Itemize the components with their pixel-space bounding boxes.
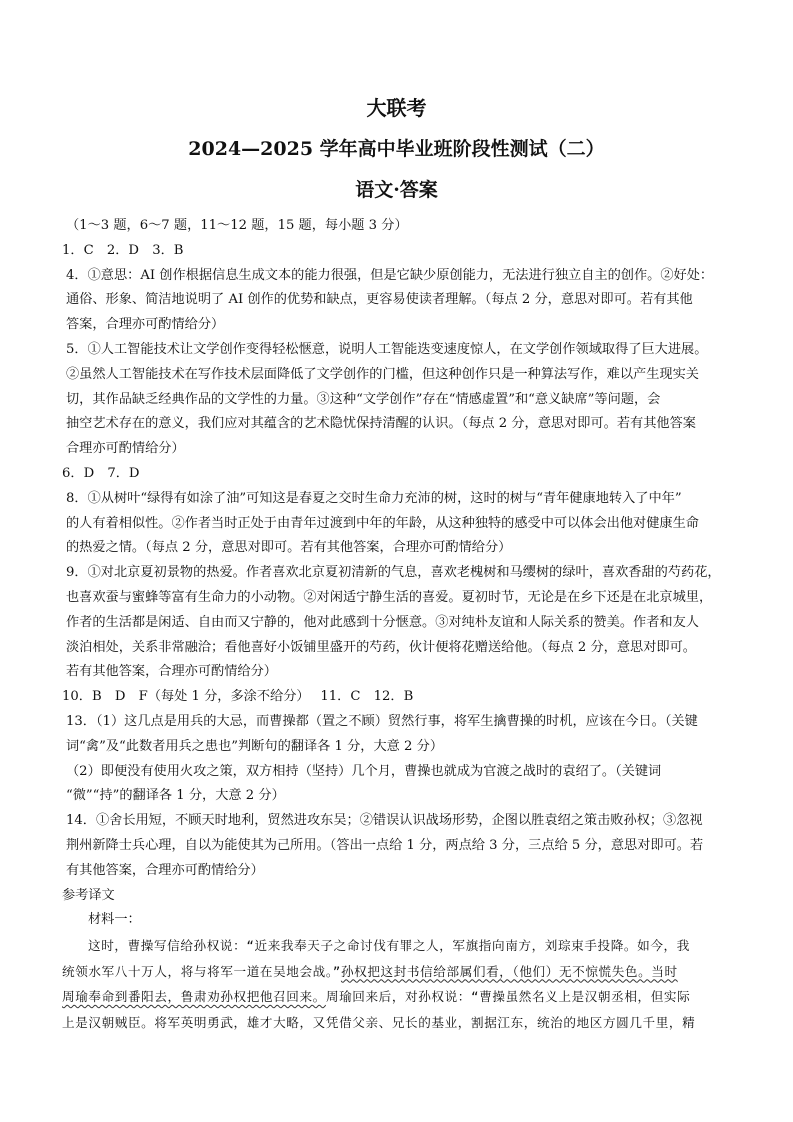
- translation-heading: 参考译文: [62, 887, 115, 903]
- answer-9-line5: 若有其他答案，合理亦可酌情给分）: [66, 664, 277, 680]
- answer-13-1-line2: 词“禽”及“此数者用兵之患也”判断句的翻译各 1 分，大意 2 分）: [66, 738, 444, 754]
- translation-line2-text: 统领水军八十万人，将与将军一道在吴地会战。”: [62, 963, 341, 979]
- answer-9-line2: 也喜欢蚕与蜜蜂等富有生命力的小动物。②对闲适宁静生活的喜爱。夏初时节，无论是在乡下还是在北京城里，: [66, 589, 713, 605]
- translation-line3-text: 周瑜回来后，对孙权说：“曹操虽然名义上是汉朝丞相，但实际: [325, 989, 691, 1005]
- translation-line1: 这时，曹操写信给孙权说：“近来我奉天子之命讨伐有罪之人，军旗指向南方，刘琮束手投降。如今，我: [88, 938, 690, 954]
- material-one-label: 材料一：: [88, 912, 141, 928]
- answer-13-2-line1: （2）即便没有使用火攻之策，双方相持（坚持）几个月，曹操也就成为官渡之战时的袁绍了。（关键词: [66, 763, 662, 779]
- exam-brand-title: 大联考: [366, 96, 427, 120]
- answer-4-line1: 4．①意思：AI 创作根据信息生成文本的能力很强，但是它缺少原创能力，无法进行独立自主的创作。②好处：: [66, 267, 714, 283]
- translation-passage: [62, 933, 740, 1035]
- answers-10-12: 10．B D F（每处 1 分，多涂不给分） 11．C 12．B: [62, 689, 414, 705]
- answer-14-line3: 有其他答案，合理亦可酌情给分）: [66, 862, 264, 878]
- answer-5-line2: ②虽然人工智能技术在写作技术层面降低了文学创作的门槛，但这种创作只是一种算法写作，难以产生现实关: [66, 366, 699, 382]
- wavy-underlined-text-2: 周瑜奉命到番阳去，鲁肃劝孙权把他召回来。: [62, 989, 326, 1005]
- answer-8-line1: 8．①从树叶“绿得有如涂了油”可知这是春夏之交时生命力充沛的树，这时的树与“青年健康地转入了中年”: [66, 490, 682, 506]
- answer-5-line1: 5．①人工智能技术让文学创作变得轻松惬意，说明人工智能迭变速度惊人，在文学创作领域取得了巨大进展。: [66, 341, 708, 357]
- answers-1-3: 1．C 2．D 3．B: [62, 242, 184, 258]
- translation-line2: [62, 959, 740, 985]
- answer-9-line3: 作者的生活都是闲适、自由而又宁静的，他对此感到十分惬意。③对纯朴友谊和人际关系的赞美。作者和友人: [66, 614, 699, 630]
- answer-4-line3: 答案，合理亦可酌情给分）: [66, 317, 225, 333]
- answers-6-7: 6．D 7．D: [62, 465, 140, 481]
- translation-line3: [62, 984, 740, 1010]
- answer-5-line4: 抽空艺术存在的意义，我们应对其蕴含的艺术隐忧保持清醒的认识。（每点 2 分，意思对即可。若有其他答案: [66, 416, 696, 432]
- answer-9-line1: 9．①对北京夏初景物的热爱。作者喜欢北京夏初清新的气息，喜欢老槐树和马缨树的绿叶，喜欢香甜的芍药花，: [66, 565, 721, 581]
- wavy-underlined-text-1: 孙权把这封书信给部属们看，（他们）无不惊慌失色。当时: [340, 963, 678, 979]
- answer-8-line2: 的人有着相似性。②作者当时正处于由青年过渡到中年的年龄，从这种独特的感受中可以体会出他对健康生命: [66, 515, 699, 531]
- answer-8-line3: 的热爱之情。（每点 2 分，意思对即可。若有其他答案，合理亦可酌情给分）: [66, 540, 512, 556]
- scoring-note: （1～3 题，6～7 题，11～12 题，15 题，每小题 3 分）: [66, 218, 408, 233]
- answer-key-title: 语文·答案: [355, 179, 438, 201]
- answer-13-1-line1: 13．（1）这几点是用兵的大忌，而曹操都（置之不顾）贸然行事，将军生擒曹操的时机，应该在今日。（关键: [66, 713, 698, 729]
- answer-14-line2: 荆州新降士兵心理，自以为能使其为己所用。（答出一点给 1 分，两点给 3 分，三点给 5 分，意思对即可。若: [66, 837, 704, 853]
- answer-content: [62, 214, 740, 1035]
- answer-14-line1: 14．①舍长用短，不顾天时地利，贸然进攻东吴；②错误认识战场形势，企图以胜袁绍之策击败孙权；③忽视: [66, 813, 703, 829]
- answer-5-line5: 合理亦可酌情给分）: [66, 441, 185, 457]
- translation-line4: 上是汉朝贼臣。将军英明勇武，雄才大略，又凭借父亲、兄长的基业，割据江东，统治的地区方圆几千里，精: [62, 1014, 696, 1030]
- answer-4-line2: 通俗、形象、简洁地说明了 AI 创作的优势和缺点，更容易使读者理解。（每点 2 分，意思对即可。若有其他: [66, 292, 693, 308]
- exam-title: 2024—2025 学年高中毕业班阶段性测试（二）: [188, 138, 605, 160]
- answer-9-line4: 淡泊相处，关系非常融洽；看他喜好小饭铺里盛开的芍药，伙计便将花赠送给他。（每点 2 分，意思对即可。: [66, 639, 696, 655]
- answer-13-2-line2: “微”“持”的翻译各 1 分，大意 2 分）: [66, 788, 285, 804]
- answer-5-line3: 切，其作品缺乏经典作品的文学性的力量。③这种“文学创作”存在“情感虚置”和“意义缺席”等问题，会: [66, 391, 661, 407]
